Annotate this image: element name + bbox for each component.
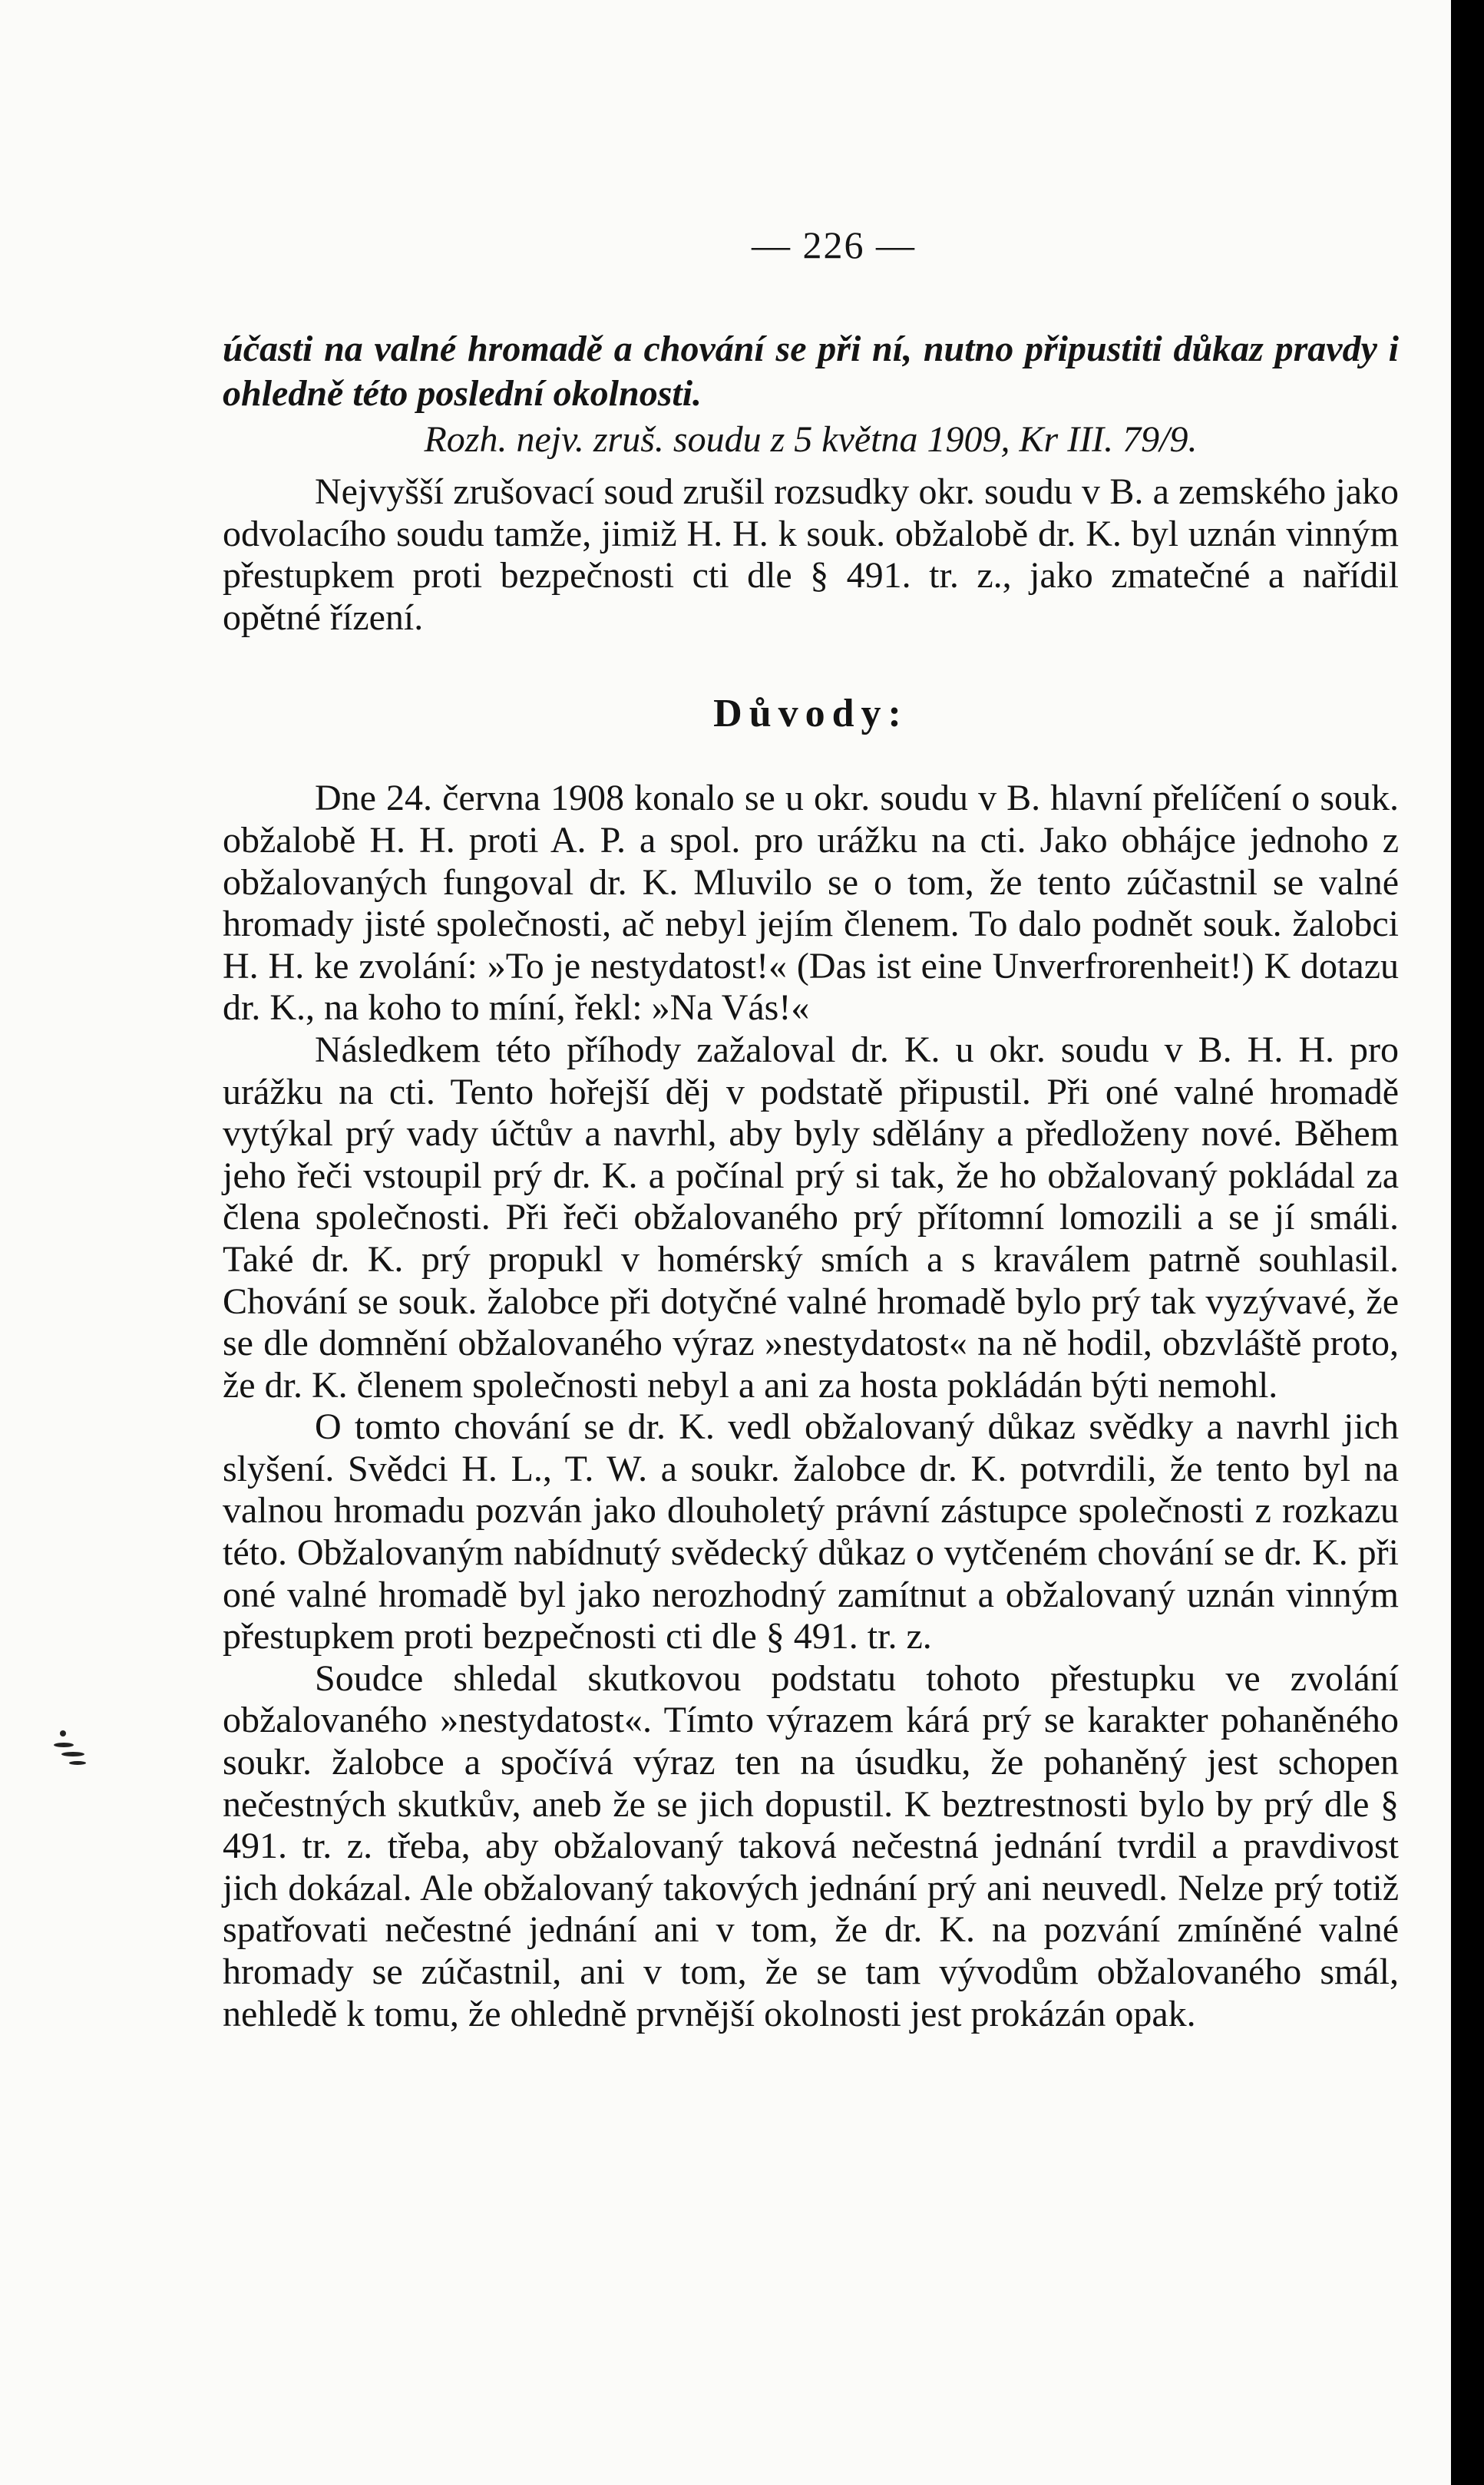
body-paragraph-2: Následkem této příhody zažaloval dr. K. u okr. soudu v B. H. H. pro urážku na cti. Tento hořejší děj v podstatě připustil. Při oné valné hromadě vytýkal prý vady účtův a navrhl, aby byly sdělány a předloženy nové. Během jeho řeči vstoupil prý dr. K. a počínal prý si tak, že ho obžalovaný pokládal za člena společnosti. Při řeči obžalovaného prý přítomní lomozili a se jí smáli. Také dr. K. prý propukl v homérský smích a s kraválem patrně souhlasil. Chování se souk. žalobce při dotyčné valné hromadě bylo prý tak vyzývavé, že se dle domnění obžalovaného výraz »nestydatost« na ně hodil, obzvláště proto, že dr. K. členem společnosti nebyl a ani za hosta pokládán býti nemohl. [223, 1029, 1399, 1406]
body-paragraph-1: Dne 24. června 1908 konalo se u okr. soudu v B. hlavní přelíčení o souk. obžalobě H. H. proti A. P. a spol. pro urážku na cti. Jako obhájce jednoho z obžalovaných fungoval dr. K. Mluvilo se o tom, že tento zúčastnil se valné hromady jisté společnosti, ač nebyl jejím členem. To dalo podnět souk. žalobci H. H. ke zvolání: »To je nestydatost!« (Das ist eine Unverfrorenheit!) K dotazu dr. K., na koho to míní, řekl: »Na Vás!« [223, 778, 1399, 1029]
margin-mark-icon [49, 1727, 98, 1773]
page-text-block [223, 223, 1399, 2035]
citation: Rozh. nejv. zruš. soudu z 5 května 1909, Kr III. 79/9. [424, 419, 1198, 460]
section-heading: Důvody: [713, 692, 908, 736]
summary-paragraph: Nejvyšší zrušovací soud zrušil rozsudky okr. soudu v B. a zemského jako odvolacího soudu tamže, jimiž H. H. k souk. obžalobě dr. K. byl uznán vinným přestupkem proti bezpečnosti cti dle § 491. tr. z., jako zmatečné a nařídil opětné řízení. [223, 471, 1399, 638]
body-paragraph-3: O tomto chování se dr. K. vedl obžalovaný důkaz svědky a navrhl jich slyšení. Svědci H. L., T. W. a soukr. žalobce dr. K. potvrdili, že tento byl na valnou hromadu pozván jako dlouholetý právní zástupce společnosti z rozkazu této. Obžalovaným nabídnutý svědecký důkaz o vytčeném chování se dr. K. při oné valné hromadě byl jako nerozhodný zamítnut a obžalovaný uznán vinným přestupkem proti bezpečnosti cti dle § 491. tr. z. [223, 1406, 1399, 1657]
lead-text: účasti na valné hromadě a chování se při ní, nutno připustiti důkaz pravdy i ohledně této poslední okolnosti. [223, 329, 1399, 414]
page-number: — 226 — [752, 223, 916, 266]
scan-border [1451, 0, 1484, 2485]
body-paragraph-4: Soudce shledal skutkovou podstatu tohoto přestupku ve zvolání obžalovaného »nestydatost«. Tímto výrazem kárá prý se karakter pohaněného soukr. žalobce a spočívá výraz ten na úsudku, že pohaněný jest schopen nečestných skutkův, aneb že se jich dopustil. K beztrestnosti bylo by prý dle § 491. tr. z. třeba, aby obžalovaný taková nečestná jednání tvrdil a pravdivost jich dokázal. Ale obžalovaný takových jednání prý ani neuvedl. Nelze prý totiž spatřovati nečestné jednání ani v tom, že dr. K. na pozvání zmíněné valné hromady se zúčastnil, ani v tom, že se tam vývodům obžalovaného smál, nehledě k tomu, že ohledně prvnější okolnosti jest prokázán opak. [223, 1657, 1399, 2034]
